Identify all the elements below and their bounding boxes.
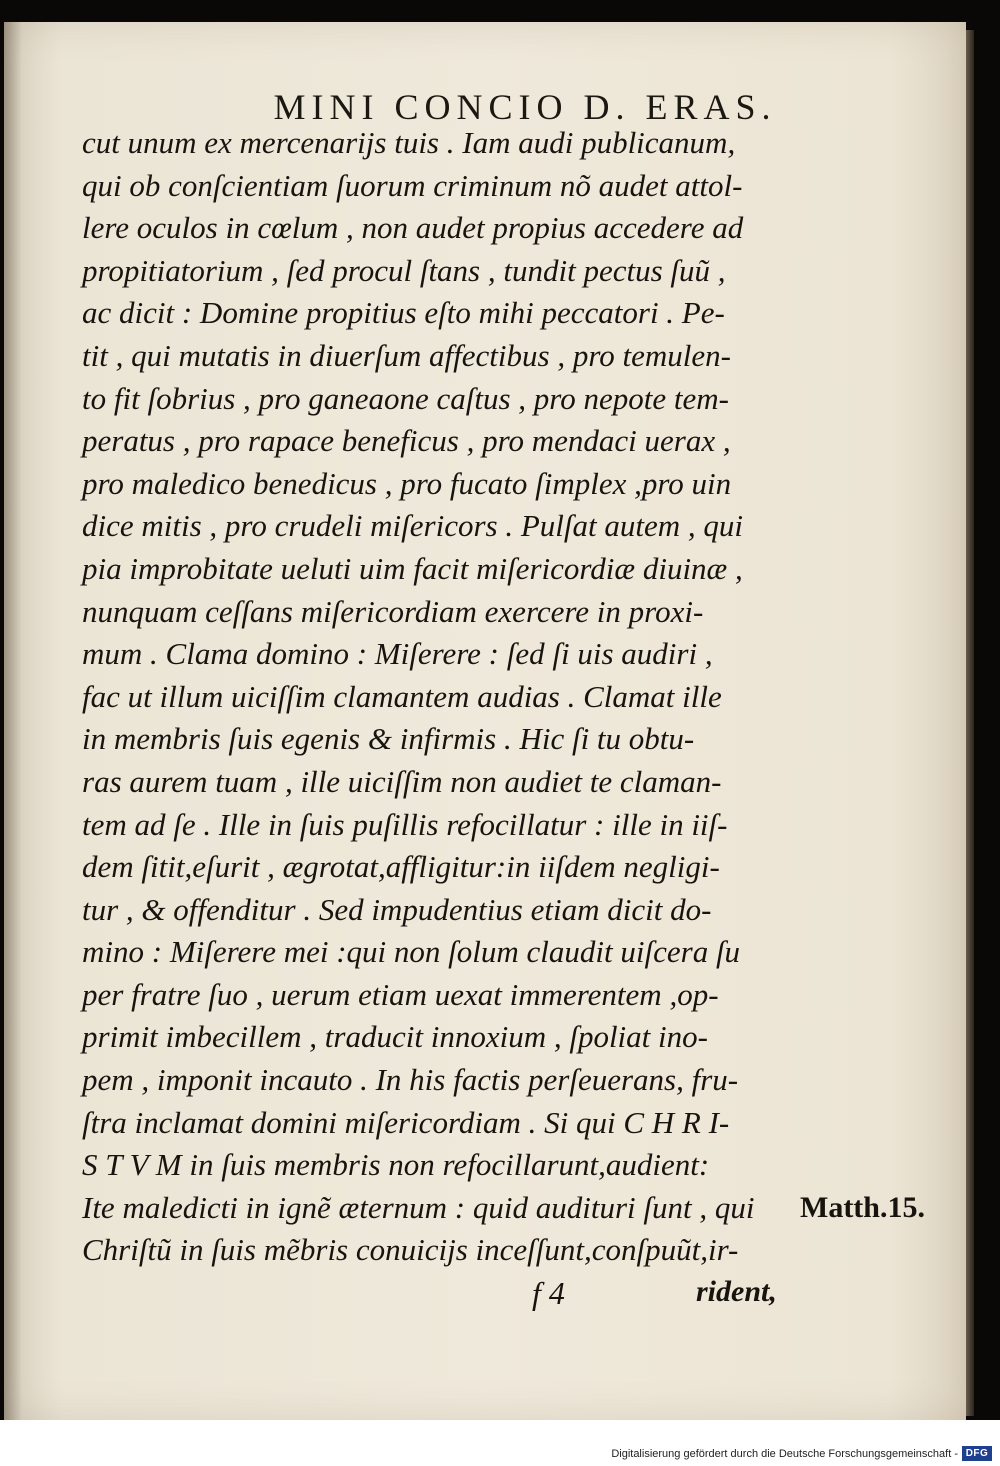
text-line: S T V M in ſuis membris non refocillarunt,audient: xyxy=(82,1147,710,1183)
catchword: rident, xyxy=(696,1275,777,1308)
text-line: tit , qui mutatis in diuerſum affectibus , pro temulen- xyxy=(82,337,731,373)
text-line: nunquam ceſſans miſericordiam exercere in proxi- xyxy=(82,593,704,629)
text-line: peratus , pro rapace beneficus , pro mendaci uerax , xyxy=(82,423,731,459)
text-line: ras aurem tuam , ille uiciſſim non audiet te claman- xyxy=(82,763,722,799)
text-line: pem , imponit incauto . In his factis perſeuerans, fru- xyxy=(82,1062,739,1098)
text-line: ac dicit : Domine propitius eſto mihi peccatori . Pe- xyxy=(82,295,725,331)
text-line: primit imbecillem , traducit innoxium , ſpoliat ino- xyxy=(82,1019,708,1055)
main-text xyxy=(82,122,782,1272)
text-line: tur , & offenditur . Sed impudentius etiam dicit do- xyxy=(82,891,712,927)
margin-note: Matth.15. xyxy=(800,1191,925,1224)
text-line: mino : Miſerere mei :qui non ſolum claudit uiſcera ſu xyxy=(82,934,741,970)
text-line: dem ſitit,eſurit , ægrotat,affligitur:in iiſdem negligi- xyxy=(82,849,720,885)
running-head: MINI CONCIO D. ERAS. xyxy=(273,87,777,127)
text-line: ſtra inclamat domini miſericordiam . Si qui C H R I- xyxy=(82,1104,730,1140)
text-line: dice mitis , pro crudeli miſericors . Pulſat autem , qui xyxy=(82,508,743,544)
text-line: cut unum ex mercenarijs tuis . Iam audi publicanum, xyxy=(82,125,736,160)
dfg-logo: DFG xyxy=(962,1446,992,1461)
text-line: per fratre ſuo , uerum etiam uexat immerentem ,op- xyxy=(82,976,719,1012)
text-line: to fit ſobrius , pro ganeaone caſtus , pro nepote tem- xyxy=(82,380,729,416)
text-line: tem ad ſe . Ille in ſuis puſillis refocillatur : ille in iiſ- xyxy=(82,806,728,842)
text-line: lere oculos in cœlum , non audet propius accedere ad xyxy=(82,210,744,246)
text-line: fac ut illum uiciſſim clamantem audias . Clamat ille xyxy=(82,678,722,714)
text-line: qui ob conſcientiam ſuorum criminum nõ audet attol- xyxy=(82,167,743,203)
text-line: mum . Clama domino : Miſerere : ſed ſi uis audiri , xyxy=(82,636,713,672)
text-line: pro maledico benedicus , pro fucato ſimplex ,pro uin xyxy=(82,465,732,501)
page-edge xyxy=(966,30,974,1416)
text-line: in membris ſuis egenis & infirmis . Hic ſi tu obtu- xyxy=(82,721,695,757)
text-line: propitiatorium , ſed procul ſtans , tundit pectus ſuũ , xyxy=(82,252,726,288)
footer-credit: Digitalisierung gefördert durch die Deutsche Forschungsgemeinschaft - xyxy=(611,1448,958,1460)
text-line: pia improbitate ueluti uim facit miſericordiæ diuinæ , xyxy=(82,550,743,586)
text-line: Chriſtũ in ſuis mẽbris conuicijs inceſſunt,conſpuũt,ir- xyxy=(82,1232,739,1268)
text-line: Ite maledicti in ignẽ æternum : quid audituri ſunt , qui xyxy=(82,1189,755,1225)
signature-mark: f 4 xyxy=(532,1275,565,1311)
